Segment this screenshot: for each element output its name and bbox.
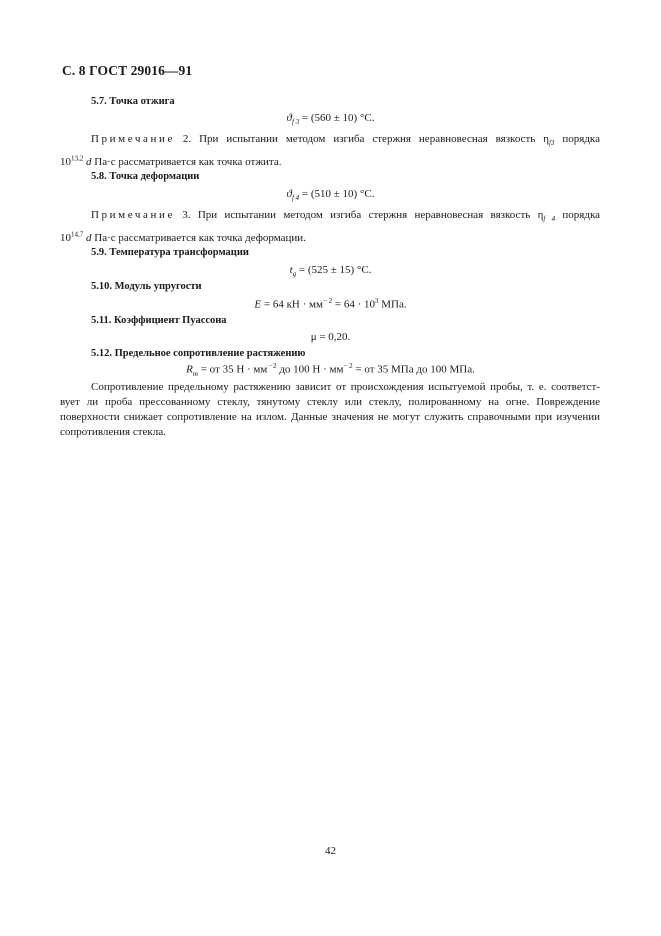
section-5-7-title: 5.7. Точка отжига	[91, 96, 175, 107]
note-2	[60, 132, 600, 170]
section-5-12-formula: $R_m$ = от 35 Н · мм $^{-2}$ до 100 $Н \cdot мм^{- 2}$ = от 35 МПа до 100 МПа.	[186, 362, 475, 378]
section-5-9-title: 5.9. Температура трансформации	[91, 247, 249, 258]
note-label: Примечание	[91, 133, 175, 145]
section-5-10-title: 5.10. Модуль упругости	[91, 281, 202, 292]
section-5-11-title: 5.11. Коэффициент Пуассона	[91, 315, 227, 326]
note-2-line-1: Примечание 2. При испытании методом изгиба стержня неравновесная вязкость $\eta_{f3}$ порядка	[91, 133, 600, 148]
formula-symbol: R	[186, 363, 193, 376]
formula-subscript: g	[292, 270, 297, 279]
section-5-12-title: 5.12. Предельное сопротивление растяжению	[91, 348, 306, 359]
formula-value: = (560 ± 10) °С.	[299, 112, 375, 124]
note-2-line-2: 10$^{13,2}$ d Па·с рассматривается как точка отжита.	[60, 154, 282, 168]
formula-value: = (525 ± 15) °С.	[296, 264, 372, 276]
note-label: Примечание	[91, 209, 175, 221]
section-5-10-formula: E = 64 кН · $мм^{- 2} = 64 \cdot 10^3$ МПа.	[254, 297, 407, 311]
page-header: С. 8 ГОСТ 29016—91	[62, 63, 193, 78]
note-3	[60, 208, 600, 246]
note-3-line-1: Примечание 3. При испытании методом изгиба стержня неравновесная вязкость $\eta_{f 4}$ порядка	[91, 209, 601, 224]
paragraph-line-4: сопротивления стекла.	[60, 426, 166, 438]
formula-symbol: ϑ	[286, 112, 292, 124]
paragraph-line-1: Сопротивление предельному растяжению зависит от происхождения испытуемой пробы, т. е. соответст-	[91, 381, 600, 393]
formula-subscript: m	[192, 369, 198, 378]
formula-value: = (510 ± 10) °С.	[299, 188, 375, 200]
section-5-7-formula	[0, 112, 661, 126]
section-5-8-title: 5.8. Точка деформации	[91, 171, 200, 182]
section-5-11-formula: μ = 0,20.	[310, 331, 351, 343]
formula-symbol: t	[289, 264, 293, 276]
formula-subscript: f 4	[291, 194, 300, 203]
formula-symbol: E	[254, 298, 262, 311]
formula-subscript: f 3	[291, 118, 300, 127]
section-5-9-formula	[0, 264, 661, 278]
body-paragraph	[60, 380, 600, 440]
formula-symbol: ϑ	[286, 188, 292, 200]
paragraph-line-3: поверхности снижает сопротивление на излом. Данные значения не могут служить справочными при изучении	[60, 411, 600, 423]
page-number: 42	[325, 845, 336, 857]
section-5-8-formula	[0, 188, 661, 202]
paragraph-line-2: вует ли проба прессованному стеклу, тянутому стеклу или стеклу, полированному на огне. Повреждение	[60, 396, 600, 408]
note-3-line-2: 10$^{14,7}$ d Па·с рассматривается как точка деформации.	[60, 230, 306, 244]
